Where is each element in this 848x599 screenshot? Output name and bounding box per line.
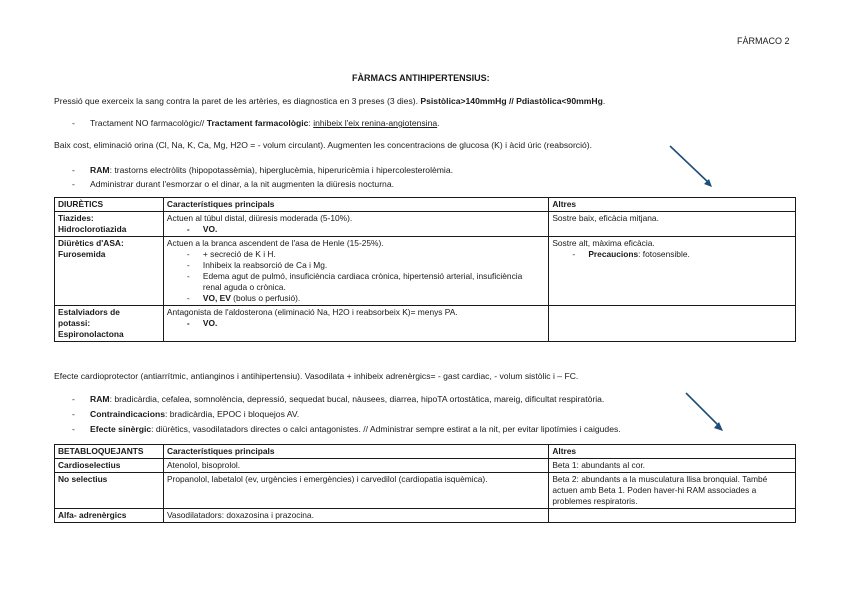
list-item	[90, 163, 453, 177]
ram-text: : trastorns electròlits (hipopotassèmia), hiperglucèmia, hiperuricèmia i hipercolesterolèmia.	[109, 165, 453, 175]
table-cell: Beta 1: abundants al cor.	[549, 459, 796, 473]
table-cell: Alfa- adrenèrgics	[55, 509, 164, 523]
ram-text: : bradicàrdia, cefalea, somnolència, depressió, sequedat bucal, nàusees, diarrea, hipoTA ortostàtica, mareig, dificultat respiratòria.	[109, 394, 605, 404]
route-bold: VO, EV	[202, 293, 231, 303]
intro-end: .	[602, 96, 606, 106]
table-header: Altres	[549, 198, 796, 212]
ram-label: RAM	[90, 165, 110, 175]
table-row	[55, 459, 796, 473]
table-cell	[55, 212, 164, 237]
table-header: Altres	[549, 445, 796, 459]
drug-class: Tiazides:	[58, 213, 94, 223]
list-item	[90, 422, 621, 437]
list-item	[90, 407, 621, 422]
sub-list	[167, 249, 545, 304]
table-row	[55, 509, 796, 523]
table-cell	[549, 306, 796, 342]
treatment-underlined: inhibeix l'eix renina-angiotensina	[313, 118, 438, 128]
table-header-row	[55, 198, 796, 212]
drug-class: potassi:	[58, 318, 91, 328]
table-cell: No selectius	[55, 473, 164, 509]
table-cell	[55, 306, 164, 342]
table-row	[55, 237, 796, 306]
table-cell	[163, 212, 548, 237]
list-item	[90, 118, 440, 128]
list-item	[203, 293, 525, 304]
table-header: Característiques principals	[163, 198, 548, 212]
arrow-icon	[684, 391, 734, 436]
table-cell	[55, 237, 164, 306]
list-item: - VO.	[203, 224, 545, 235]
table-cell: Beta 2: abundants a la musculatura llisa bronquial. També actuen amb Beta 1. Poden haver-hi RAM associades a problemes respiratoris.	[549, 473, 796, 509]
sub-list	[552, 249, 792, 260]
intro-paragraph	[54, 96, 605, 106]
contraindications-text: : bradicàrdia, EPOC i bloquejos AV.	[164, 409, 300, 419]
drug-name: Hidroclorotiazida	[58, 224, 127, 234]
list-item	[90, 177, 453, 191]
list-item: - + secreció de K i H.	[203, 249, 525, 260]
diuretics-table	[54, 197, 796, 342]
treatment-list	[90, 118, 440, 128]
cell-text: Actuen al túbul distal, diüresis moderada (5-10%).	[166, 213, 353, 223]
list-item: - VO.	[203, 318, 545, 329]
contraindications-label: Contraindicacions	[90, 409, 165, 419]
beta-bullets	[90, 392, 621, 437]
table-header-row	[55, 445, 796, 459]
treatment-bold: Tractament farmacològic	[206, 118, 309, 128]
drug-class: Diürètics d'ASA:	[58, 238, 124, 248]
ram-label: RAM	[90, 394, 110, 404]
table-cell: Vasodilatadors: doxazosina i prazocina.	[163, 509, 548, 523]
table-cell: Cardioselectius	[55, 459, 164, 473]
intro-text: Pressió que exerceix la sang contra la paret de les artèries, es diagnostica en 3 preses (3 dies).	[54, 96, 421, 106]
table-cell: Propanolol, labetalol (ev, urgències i emergències) i carvedilol (cardiopatia isquèmica).	[163, 473, 548, 509]
table-cell	[163, 237, 548, 306]
cell-text: Actuen a la branca ascendent de l'asa de Henle (15-25%).	[166, 238, 384, 248]
table-cell	[163, 306, 548, 342]
page-title: FÀRMACS ANTIHIPERTENSIUS:	[352, 73, 490, 83]
synergy-label: Efecte sinèrgic	[90, 424, 152, 434]
table-row	[55, 212, 796, 237]
cell-text: Antagonista de l'aldosterona (eliminació Na, H2O i reabsorbeix K)= menys PA.	[166, 307, 458, 317]
table-cell	[549, 237, 796, 306]
table-cell: Sostre baix, eficàcia mitjana.	[549, 212, 796, 237]
list-item	[588, 249, 792, 260]
table-header: BETABLOQUEJANTS	[55, 445, 164, 459]
treatment-colon: :	[308, 118, 314, 128]
table-row	[55, 473, 796, 509]
table-header: DIURÈTICS	[55, 198, 164, 212]
intro-bold: Psistòlica>140mmHg // Pdiastòlica<90mmHg	[420, 96, 603, 106]
arrow-icon	[668, 144, 718, 189]
drug-name: Furosemida	[58, 249, 106, 259]
sub-list	[167, 318, 545, 329]
precautions-label: Precaucions	[588, 249, 639, 259]
drug-class: Estalviadors de	[58, 307, 120, 317]
table-row	[55, 306, 796, 342]
beta-intro: Efecte cardioprotector (antiarrítmic, antianginos i antihipertensiu). Vasodilata + inhibeix adrenèrgics= - gast cardiac, - volum sistòlic i – FC.	[54, 371, 579, 381]
list-item: - Inhibeix la reabsorció de Ca i Mg.	[203, 260, 525, 271]
page-header: FÀRMACO 2	[737, 36, 790, 46]
list-item: - Edema agut de pulmó, insuficiència cardiaca crònica, hipertensió arterial, insuficiència renal aguda o crònica.	[203, 271, 525, 293]
diuretics-bullets	[90, 163, 453, 191]
sub-list	[167, 224, 545, 235]
table-header: Característiques principals	[163, 445, 548, 459]
betablockers-table	[54, 444, 796, 523]
diuretics-intro: Baix cost, eliminació orina (Cl, Na, K, Ca, Mg, H2O = - volum circulant). Augmenten les concentracions de glucosa (K) i àcid úric (reabsorció).	[54, 140, 593, 150]
drug-name: Espironolactona	[58, 329, 124, 339]
precautions-text: : fotosensible.	[638, 249, 690, 259]
table-cell	[549, 509, 796, 523]
table-cell: Atenolol, bisoprolol.	[163, 459, 548, 473]
treatment-pre: Tractament NO farmacològic//	[90, 118, 207, 128]
synergy-text: : diürètics, vasodilatadors directes o calci antagonistes. // Administrar sempre estirat a la nit, per evitar lipotímies i caigudes.	[151, 424, 621, 434]
cell-text: Sostre alt, màxima eficàcia.	[552, 238, 655, 248]
list-item	[90, 392, 621, 407]
treatment-end: .	[437, 118, 440, 128]
route-text: (bolus o perfusió).	[230, 293, 301, 303]
admin-text: Administrar durant l'esmorzar o el dinar, a la nit augmenten la diüresis nocturna.	[90, 179, 395, 189]
